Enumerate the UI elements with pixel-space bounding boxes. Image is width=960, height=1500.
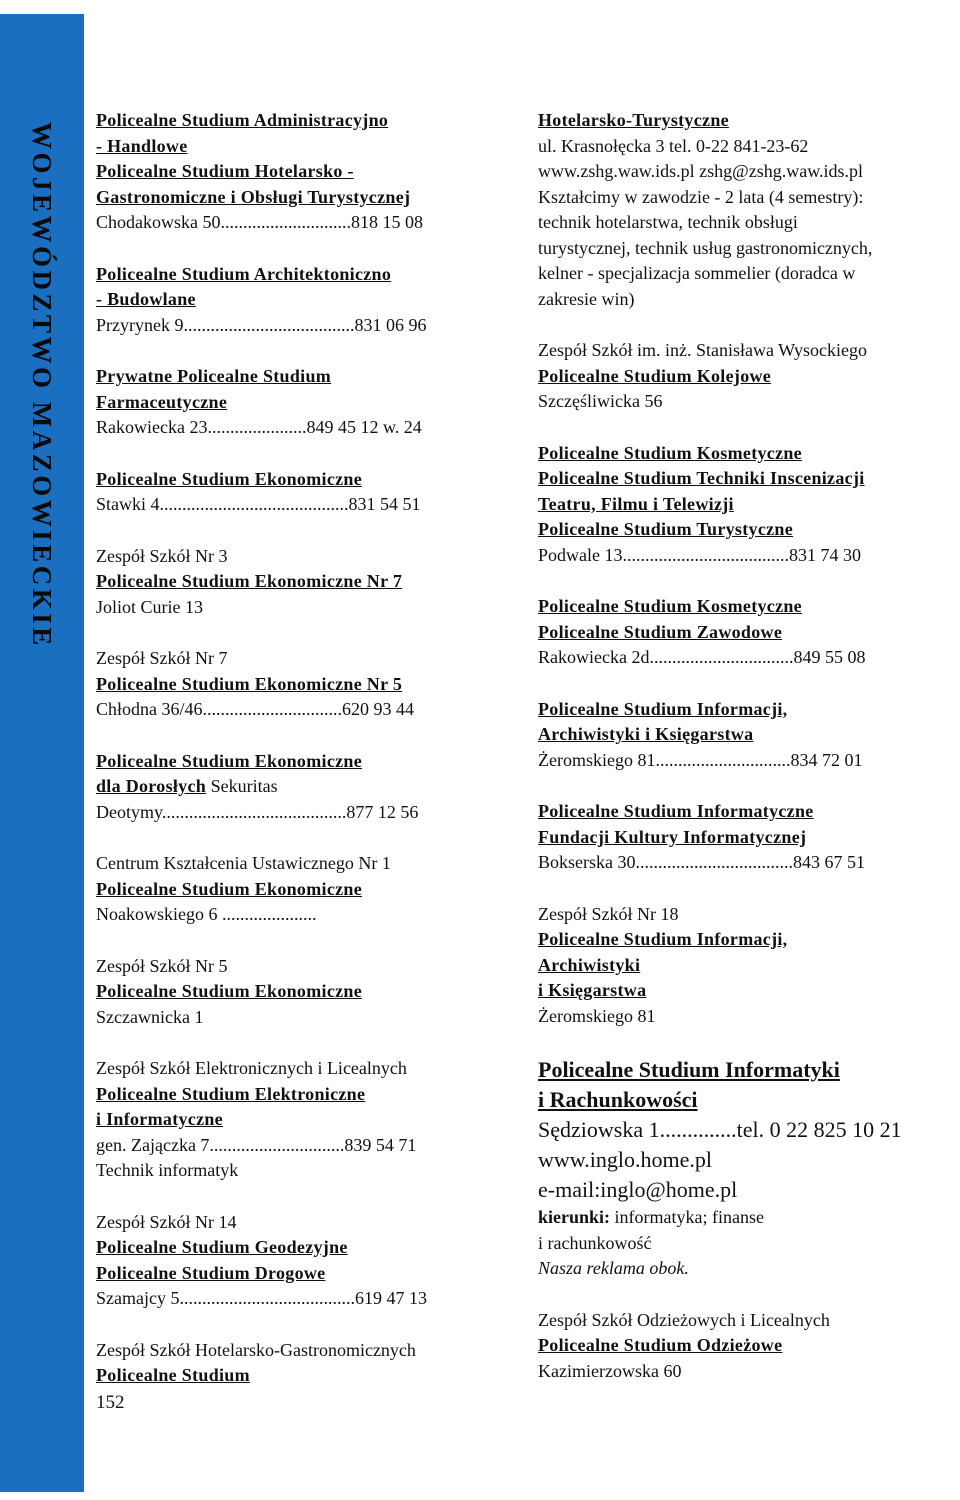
school-name-suffix: Sekuritas: [206, 776, 278, 796]
school-heading: Policealne Studium Hotelarsko -: [96, 161, 354, 181]
school-heading: dla Dorosłych: [96, 776, 207, 796]
school-entry: [538, 902, 953, 1030]
organization-name: Zespół Szkół Nr 5: [96, 955, 228, 976]
ad-note: Nasza reklama obok.: [538, 1258, 689, 1278]
address-line: Szczawnicka 1: [96, 1006, 204, 1027]
school-heading: Policealne Studium Administracyjno: [96, 110, 389, 130]
school-heading: Policealne Studium Turystyczne: [538, 519, 794, 539]
school-heading: Prywatne Policealne Studium: [96, 366, 332, 386]
school-heading: Policealne Studium Architektoniczno: [96, 263, 392, 284]
school-heading: Policealne Studium Kosmetyczne: [538, 596, 802, 616]
school-heading: Policealne Studium: [96, 1365, 250, 1385]
address-line: Rakowiecka 2d................................849 55 08: [538, 647, 866, 667]
profession-note: Technik informatyk: [96, 1160, 239, 1180]
website-text: www.inglo.home.pl: [538, 1147, 712, 1172]
school-heading: Policealne Studium Techniki Inscenizacji: [538, 468, 865, 488]
school-entry: [96, 646, 506, 723]
address-line: Deotymy.........................................877 12 56: [96, 801, 419, 822]
address-line: Stawki 4..........................................831 54 51: [96, 494, 421, 514]
address-line: Sędziowska 1..............tel. 0 22 825 10 21: [538, 1117, 902, 1142]
school-heading: i Księgarstwa: [538, 980, 647, 1000]
right-column: [538, 108, 953, 1384]
school-entry: [538, 338, 953, 415]
organization-name: Zespół Szkół Nr 3: [96, 545, 228, 566]
address-line: Rakowiecka 23......................849 45 12 w. 24: [96, 417, 422, 437]
school-heading: Policealne Studium Kosmetyczne: [538, 442, 802, 463]
school-entry: [538, 441, 953, 569]
school-heading: Policealne Studium Elektroniczne: [96, 1083, 366, 1104]
school-entry: [538, 697, 953, 774]
description-line: Kształcimy w zawodzie - 2 lata (4 semestry):: [538, 186, 864, 207]
school-heading: Policealne Studium Kolejowe: [538, 365, 772, 386]
programs-line: [538, 1205, 953, 1231]
address-line: Szczęśliwicka 56: [538, 391, 663, 411]
school-heading: Policealne Studium Ekonomiczne: [96, 468, 363, 489]
school-entry: [96, 544, 506, 621]
address-line: ul. Krasnołęcka 3 tel. 0-22 841-23-62: [538, 135, 809, 156]
school-heading: Policealne Studium Zawodowe: [538, 621, 783, 642]
school-heading: Policealne Studium Informatyki: [538, 1057, 840, 1082]
school-entry: [96, 364, 506, 441]
organization-name: Centrum Kształcenia Ustawicznego Nr 1: [96, 853, 391, 873]
school-heading: Archiwistyki: [538, 954, 641, 975]
address-line: Żeromskiego 81..............................834 72 01: [538, 749, 863, 770]
address-line: Żeromskiego 81: [538, 1005, 656, 1026]
school-entry: [96, 954, 506, 1031]
address-line: Chodakowska 50.............................818 15 08: [96, 212, 423, 232]
organization-name: Zespół Szkół Hotelarsko-Gastronomicznych: [96, 1339, 416, 1360]
school-heading: Policealne Studium Geodezyjne: [96, 1237, 348, 1257]
school-heading: Policealne Studium Informacji,: [538, 929, 788, 949]
school-entry: [96, 1210, 506, 1312]
description-line: kelner - specjalizacja sommelier (doradca w: [538, 263, 856, 283]
school-heading: Policealne Studium Ekonomiczne: [96, 981, 363, 1001]
programs-value: informatyka; finanse: [610, 1207, 764, 1227]
region-title: WOJEWÓDZTWO MAZOWIECKIE: [27, 122, 57, 649]
school-heading: Policealne Studium Odzieżowe: [538, 1335, 783, 1355]
school-heading: Teatru, Filmu i Telewizji: [538, 493, 734, 514]
address-line: Kazimierzowska 60: [538, 1360, 682, 1381]
school-heading: Archiwistyki i Księgarstwa: [538, 724, 754, 744]
school-heading: - Handlowe: [96, 135, 188, 156]
school-heading: i Rachunkowości: [538, 1087, 698, 1112]
organization-name: Zespół Szkół Nr 7: [96, 648, 228, 668]
school-heading: Hotelarsko-Turystyczne: [538, 110, 729, 130]
school-heading: Policealne Studium Ekonomiczne Nr 5: [96, 673, 403, 694]
address-line: Podwale 13.....................................831 74 30: [538, 544, 861, 565]
school-heading: - Budowlane: [96, 289, 196, 309]
organization-name: Zespół Szkół im. inż. Stanisława Wysockiego: [538, 340, 868, 360]
school-heading-line: [96, 774, 506, 800]
school-entry: [538, 594, 953, 671]
page-number: 152: [96, 1392, 125, 1413]
school-heading: Fundacji Kultury Informatycznej: [538, 826, 807, 847]
school-entry: [538, 1308, 953, 1385]
address-line: Joliot Curie 13: [96, 596, 203, 617]
school-heading: Policealne Studium Ekonomiczne: [96, 878, 363, 899]
programs-label: kierunki:: [538, 1207, 611, 1227]
description-line: zakresie win): [538, 288, 635, 309]
school-heading: Policealne Studium Informacji,: [538, 698, 788, 719]
web-email-line: www.zshg.waw.ids.pl zshg@zshg.waw.ids.pl: [538, 161, 864, 181]
school-entry: [96, 262, 506, 339]
school-entry-featured: [538, 1055, 953, 1282]
left-column: [96, 108, 506, 1389]
address-line: Noakowskiego 6 .....................: [96, 904, 317, 924]
school-entry: [96, 108, 506, 236]
school-entry: [538, 799, 953, 876]
school-entry: [96, 851, 506, 928]
school-entry: [538, 108, 953, 312]
school-heading: Policealne Studium Ekonomiczne Nr 7: [96, 571, 403, 591]
school-heading: i Informatyczne: [96, 1109, 223, 1129]
description-line: turystycznej, technik usług gastronomicznych,: [538, 237, 873, 258]
address-line: Chłodna 36/46...............................620 93 44: [96, 699, 414, 719]
school-entry: [96, 1056, 506, 1184]
school-entry: [96, 749, 506, 826]
address-line: gen. Zajączka 7..............................839 54 71: [96, 1134, 417, 1155]
organization-name: Zespół Szkół Odzieżowych i Licealnych: [538, 1309, 830, 1330]
school-heading: Policealne Studium Informatyczne: [538, 801, 814, 821]
address-line: Bokserska 30...................................843 67 51: [538, 852, 865, 872]
school-heading: Farmaceutyczne: [96, 391, 228, 412]
school-heading: Policealne Studium Drogowe: [96, 1262, 326, 1283]
sidebar-band: [0, 14, 84, 1492]
school-entry: [96, 1338, 506, 1389]
description-line: technik hotelarstwa, technik obsługi: [538, 212, 798, 232]
programs-value: i rachunkowość: [538, 1232, 652, 1253]
school-heading: Policealne Studium Ekonomiczne: [96, 750, 363, 771]
address-line: Szamajcy 5.......................................619 47 13: [96, 1288, 427, 1308]
organization-name: Zespół Szkół Elektronicznych i Licealnych: [96, 1058, 407, 1078]
school-entry: [96, 467, 506, 518]
organization-name: Zespół Szkół Nr 18: [538, 903, 679, 924]
organization-name: Zespół Szkół Nr 14: [96, 1211, 237, 1232]
address-line: Przyrynek 9......................................831 06 96: [96, 314, 427, 335]
email-text: e-mail:inglo@home.pl: [538, 1177, 738, 1202]
school-heading: Gastronomiczne i Obsługi Turystycznej: [96, 186, 411, 207]
